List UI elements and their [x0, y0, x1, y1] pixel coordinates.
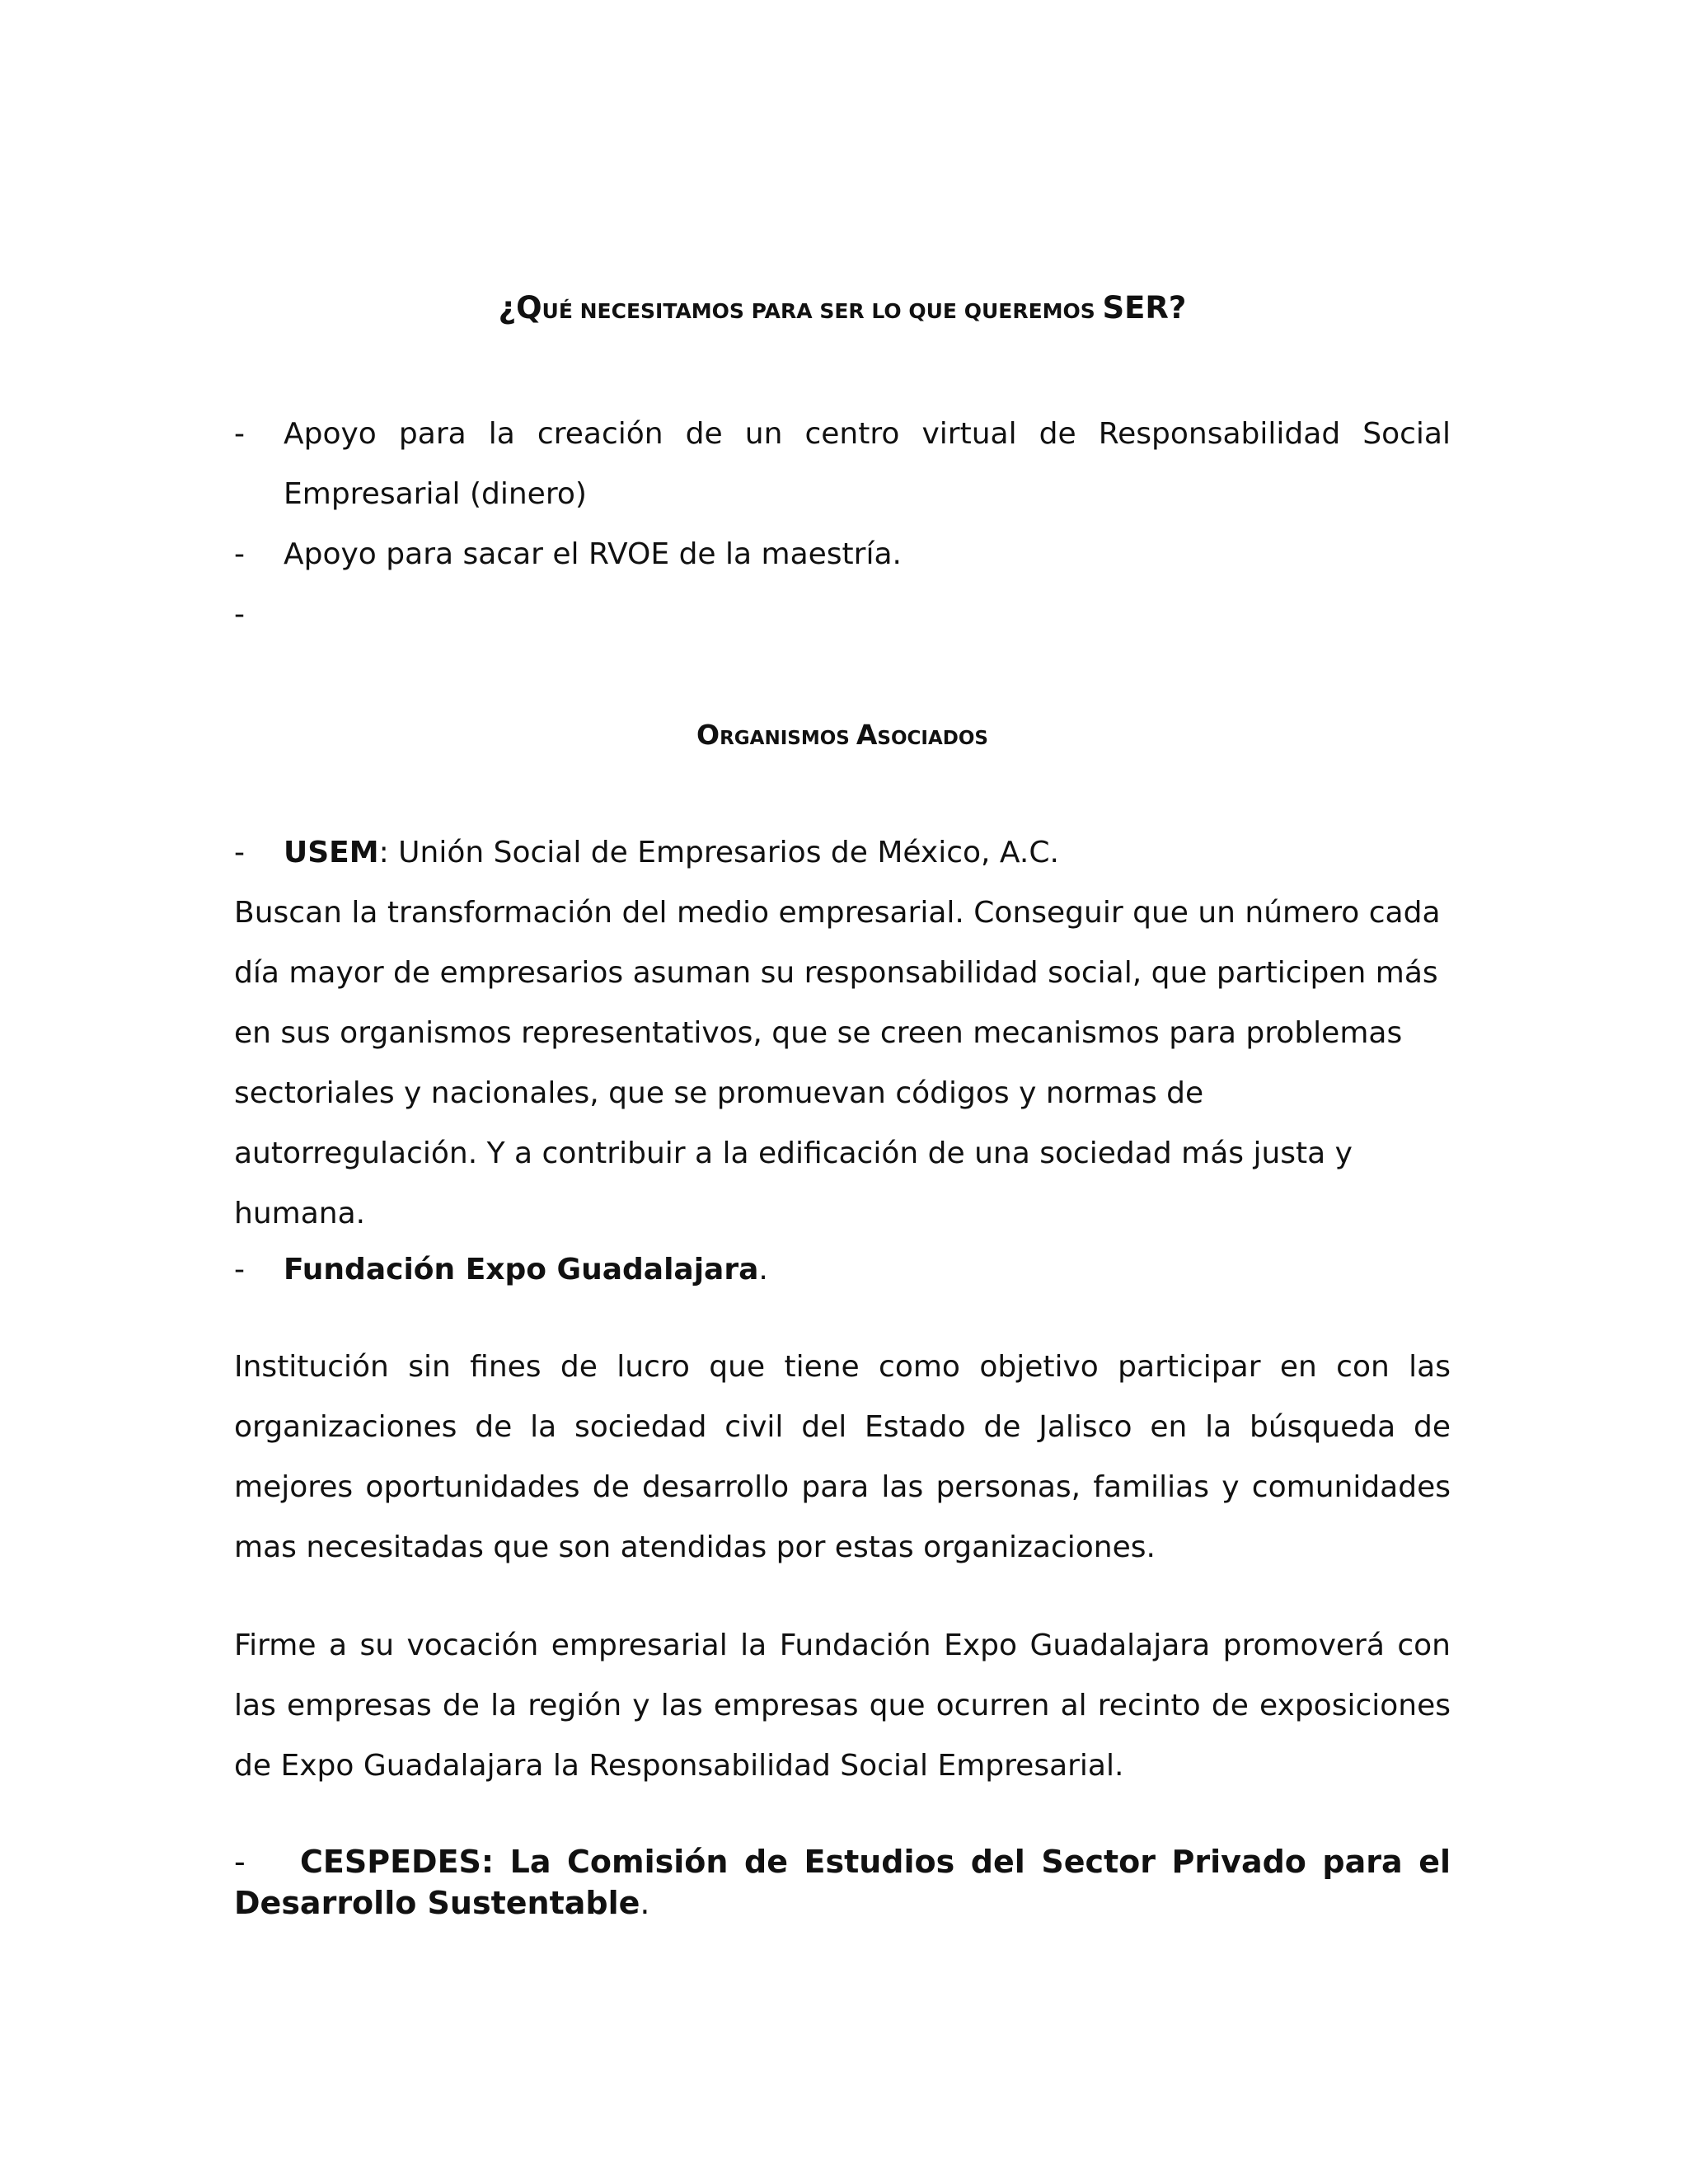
- fundacion-name: Fundación Expo Guadalajara: [284, 1253, 759, 1286]
- fundacion-period: .: [758, 1253, 768, 1286]
- usem-description: Buscan la transformación del medio empresarial. Conseguir que un número cada día mayor de empresarios asuman su responsabilidad social, que participen más en sus organismos representativos, que se creen mecanismos para problemas sectoriales y nacionales, que se promuevan códigos y normas de autorregulación. Y a contribuir a la edificación de una sociedad más justa y humana.: [234, 896, 1441, 1230]
- list-item-text: Apoyo para la creación de un centro virtual de Responsabilidad Social Empresarial (dinero): [284, 417, 1451, 511]
- section-title-needs: [234, 290, 1451, 330]
- title-letter: A: [856, 719, 878, 751]
- title-small-caps: UÉ NECESITAMOS PARA SER LO QUE QUEREMOS: [542, 299, 1103, 323]
- list-dash: -: [234, 537, 245, 571]
- list-item: [234, 584, 1451, 644]
- cespedes-period: .: [640, 1885, 650, 1921]
- organism-fundacion-heading: [234, 1240, 1451, 1300]
- organism-cespedes-heading: [234, 1841, 1451, 1924]
- section-title-organisms: [234, 717, 1451, 757]
- fundacion-paragraph-2: Firme a su vocación empresarial la Fundación Expo Guadalajara promoverá con las empresas de la región y las empresas que ocurren al recinto de exposiciones de Expo Guadalajara la Responsabilidad Social Empresarial.: [234, 1629, 1451, 1783]
- list-dash: -: [234, 1844, 246, 1880]
- title-small-caps: SOCIADOS: [877, 728, 988, 749]
- organism-usem-heading: [234, 823, 1451, 883]
- cespedes-name: CESPEDES: La Comisión de Estudios del Sector Privado para el Desarrollo Sustentable: [234, 1844, 1451, 1921]
- list-dash: -: [234, 417, 245, 451]
- list-dash: -: [234, 1253, 245, 1286]
- list-dash: -: [234, 598, 245, 631]
- title-small-caps: RGANISMOS: [720, 728, 856, 749]
- usem-fullname: : Unión Social de Empresarios de México, A.C.: [378, 836, 1059, 869]
- usem-name: USEM: [284, 836, 379, 869]
- fundacion-paragraph-1: Institución sin fines de lucro que tiene como objetivo participar en con las organizaciones de la sociedad civil del Estado de Jalisco en la búsqueda de mejores oportunidades de desarrollo para las personas, familias y comunidades mas necesitadas que son atendidas por estas organizaciones.: [234, 1350, 1451, 1564]
- list-item: [234, 404, 1451, 524]
- list-dash: -: [234, 836, 245, 869]
- title-suffix: SER?: [1102, 290, 1187, 326]
- title-letter: O: [696, 719, 720, 751]
- list-item: [234, 524, 1451, 584]
- title-prefix: ¿Q: [498, 290, 542, 326]
- list-item-text: Apoyo para sacar el RVOE de la maestría.: [284, 537, 902, 571]
